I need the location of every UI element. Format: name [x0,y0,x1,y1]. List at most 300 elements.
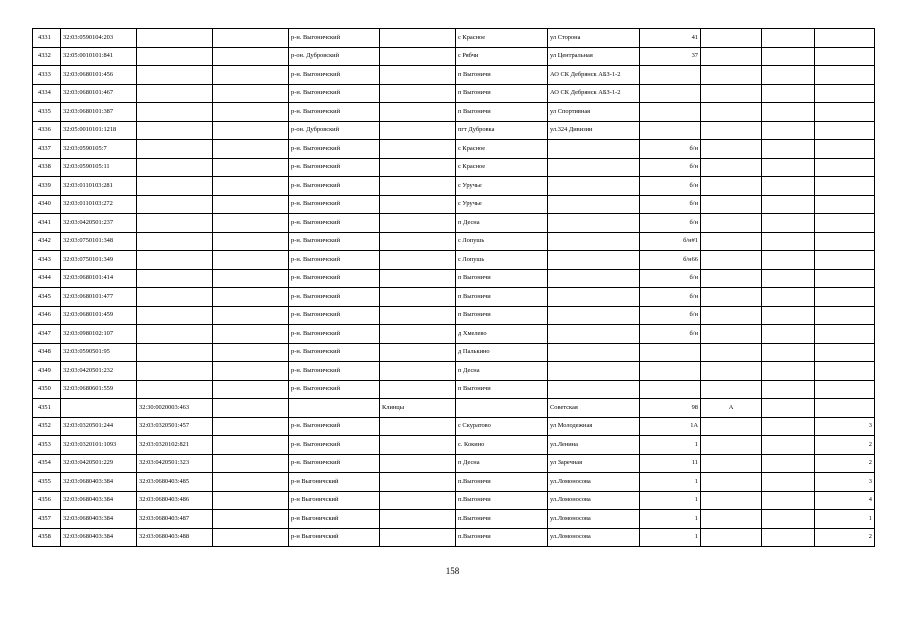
street-cell: ул Центральная [548,47,640,66]
cadastral-number-cell: 32:03:0680101:459 [61,306,137,325]
cadastral-number-cell: 32:03:0980102:107 [61,325,137,344]
block-cell [762,47,815,66]
district-cell: р-н. Выгоничский [289,177,380,196]
locality-cell: п Выгоничи [456,103,548,122]
locality-cell: пгт Дубровка [456,121,548,140]
street-cell: ул.Ленина [548,436,640,455]
city-cell [380,140,456,159]
block-cell [762,84,815,103]
building-cadastral-number-cell [137,232,213,251]
district-cell: р-н. Выгоничский [289,29,380,48]
table-row [33,269,875,288]
building-cell [701,84,762,103]
extra-cadastral-cell [213,325,289,344]
extra-cadastral-cell [213,454,289,473]
cadastral-number-cell: 32:03:0680101:387 [61,103,137,122]
row-number-cell: 4353 [33,436,61,455]
cadastral-number-cell: 32:03:0590104:203 [61,29,137,48]
row-number-cell: 4357 [33,510,61,529]
city-cell [380,491,456,510]
building-cadastral-number-cell [137,380,213,399]
cadastral-number-cell: 32:05:0010101:1218 [61,121,137,140]
extra-cadastral-cell [213,140,289,159]
table-row [33,473,875,492]
city-cell [380,251,456,270]
house-number-cell [640,362,701,381]
block-cell [762,269,815,288]
house-number-cell: 1 [640,473,701,492]
apartment-cell [815,399,875,418]
house-number-cell: 1А [640,417,701,436]
table-row [33,214,875,233]
street-cell [548,306,640,325]
street-cell [548,232,640,251]
block-cell [762,436,815,455]
apartment-cell: 3 [815,473,875,492]
city-cell [380,269,456,288]
building-cell [701,454,762,473]
district-cell: р-н. Выгоничский [289,306,380,325]
extra-cadastral-cell [213,436,289,455]
district-cell [289,399,380,418]
apartment-cell [815,140,875,159]
house-number-cell: б/н [640,325,701,344]
block-cell [762,288,815,307]
city-cell [380,29,456,48]
building-cell [701,417,762,436]
district-cell: р-н. Выгоничский [289,66,380,85]
district-cell: р-н Выгоничский [289,473,380,492]
building-cadastral-number-cell [137,103,213,122]
table-row [33,195,875,214]
building-cell [701,528,762,547]
building-cadastral-number-cell [137,288,213,307]
block-cell [762,510,815,529]
apartment-cell [815,47,875,66]
block-cell [762,325,815,344]
building-cadastral-number-cell: 32:03:0420501:323 [137,454,213,473]
row-number-cell: 4354 [33,454,61,473]
apartment-cell: 3 [815,417,875,436]
house-number-cell: 1 [640,436,701,455]
building-cadastral-number-cell: 32:03:0320102:821 [137,436,213,455]
building-cell [701,306,762,325]
row-number-cell: 4350 [33,380,61,399]
building-cell [701,103,762,122]
table-row [33,399,875,418]
table-row [33,528,875,547]
house-number-cell: б/н [640,214,701,233]
apartment-cell [815,306,875,325]
building-cell [701,362,762,381]
block-cell [762,454,815,473]
building-cadastral-number-cell: 32:03:0680403:486 [137,491,213,510]
district-cell: р-он. Дубровский [289,47,380,66]
house-number-cell [640,380,701,399]
locality-cell: п Выгоничи [456,84,548,103]
building-cell [701,343,762,362]
table-row [33,417,875,436]
street-cell: АО СК Дебрянск АБЗ-1-2 [548,84,640,103]
row-number-cell: 4338 [33,158,61,177]
street-cell [548,362,640,381]
building-cell [701,473,762,492]
extra-cadastral-cell [213,47,289,66]
cadastral-number-cell: 32:03:0420501:232 [61,362,137,381]
locality-cell: с Лопушь [456,232,548,251]
city-cell: Клинцы [380,399,456,418]
extra-cadastral-cell [213,251,289,270]
street-cell: ул.Ломоносова [548,510,640,529]
street-cell: ул.Ломоносова [548,528,640,547]
block-cell [762,417,815,436]
city-cell [380,325,456,344]
building-cell [701,140,762,159]
row-number-cell: 4331 [33,29,61,48]
block-cell [762,66,815,85]
table-row [33,47,875,66]
house-number-cell [640,66,701,85]
table-row [33,288,875,307]
apartment-cell [815,232,875,251]
locality-cell: с Лопушь [456,251,548,270]
locality-cell: п.Выгоничи [456,473,548,492]
apartment-cell: 4 [815,491,875,510]
city-cell [380,214,456,233]
street-cell [548,380,640,399]
row-number-cell: 4337 [33,140,61,159]
row-number-cell: 4348 [33,343,61,362]
street-cell [548,158,640,177]
city-cell [380,436,456,455]
apartment-cell [815,158,875,177]
house-number-cell: 1 [640,528,701,547]
cadastral-number-cell: 32:03:0680101:456 [61,66,137,85]
apartment-cell [815,325,875,344]
cadastral-number-cell: 32:03:0680601:559 [61,380,137,399]
table-row [33,103,875,122]
cadastral-number-cell: 32:03:0680403:384 [61,528,137,547]
table-row [33,251,875,270]
building-cadastral-number-cell: 32:03:0680403:487 [137,510,213,529]
building-cell [701,66,762,85]
row-number-cell: 4333 [33,66,61,85]
district-cell: р-н. Выгоничский [289,103,380,122]
extra-cadastral-cell [213,399,289,418]
extra-cadastral-cell [213,491,289,510]
house-number-cell [640,121,701,140]
building-cadastral-number-cell: 32:03:0680403:488 [137,528,213,547]
city-cell [380,306,456,325]
cadastral-number-cell: 32:03:0590105:7 [61,140,137,159]
locality-cell: п Выгоничи [456,306,548,325]
street-cell: АО СК Дебрянск АБЗ-1-2 [548,66,640,85]
apartment-cell [815,121,875,140]
table-row [33,158,875,177]
locality-cell: п Десна [456,214,548,233]
table-row [33,362,875,381]
district-cell: р-н. Выгоничский [289,380,380,399]
apartment-cell [815,103,875,122]
house-number-cell [640,343,701,362]
building-cadastral-number-cell [137,325,213,344]
house-number-cell: б/н [640,177,701,196]
locality-cell: п Выгоничи [456,66,548,85]
table-row [33,84,875,103]
city-cell [380,362,456,381]
row-number-cell: 4352 [33,417,61,436]
apartment-cell [815,380,875,399]
apartment-cell [815,251,875,270]
row-number-cell: 4332 [33,47,61,66]
table-row [33,232,875,251]
district-cell: р-н. Выгоничский [289,140,380,159]
street-cell [548,214,640,233]
locality-cell: п Десна [456,362,548,381]
district-cell: р-н. Выгоничский [289,269,380,288]
street-cell: ул Молодежная [548,417,640,436]
registry-table [32,28,875,547]
building-cadastral-number-cell: 32:03:0320501:457 [137,417,213,436]
building-cell [701,195,762,214]
block-cell [762,491,815,510]
row-number-cell: 4335 [33,103,61,122]
locality-cell: п.Выгоничи [456,510,548,529]
city-cell [380,473,456,492]
house-number-cell: 1 [640,510,701,529]
row-number-cell: 4356 [33,491,61,510]
row-number-cell: 4343 [33,251,61,270]
city-cell [380,103,456,122]
locality-cell: с Красное [456,158,548,177]
building-cell [701,491,762,510]
house-number-cell: б/н [640,195,701,214]
extra-cadastral-cell [213,362,289,381]
block-cell [762,103,815,122]
building-cell [701,47,762,66]
building-cadastral-number-cell [137,29,213,48]
block-cell [762,232,815,251]
district-cell: р-н. Выгоничский [289,343,380,362]
city-cell [380,121,456,140]
row-number-cell: 4349 [33,362,61,381]
street-cell [548,251,640,270]
street-cell: ул.Ломоносова [548,491,640,510]
table-row [33,29,875,48]
city-cell [380,417,456,436]
building-cadastral-number-cell [137,158,213,177]
cadastral-number-cell: 32:03:0110103:272 [61,195,137,214]
extra-cadastral-cell [213,214,289,233]
street-cell [548,195,640,214]
city-cell [380,510,456,529]
extra-cadastral-cell [213,510,289,529]
building-cell [701,325,762,344]
extra-cadastral-cell [213,232,289,251]
building-cadastral-number-cell [137,214,213,233]
locality-cell: с Рябчи [456,47,548,66]
building-cell [701,121,762,140]
table-row [33,306,875,325]
extra-cadastral-cell [213,417,289,436]
city-cell [380,195,456,214]
street-cell [548,140,640,159]
street-cell: ул.324 Дивизии [548,121,640,140]
cadastral-number-cell: 32:03:0680403:384 [61,510,137,529]
table-row [33,140,875,159]
building-cell [701,436,762,455]
registry-table-body [33,29,875,547]
locality-cell: д Хмелево [456,325,548,344]
cadastral-number-cell: 32:05:0010101:841 [61,47,137,66]
locality-cell: п Десна [456,454,548,473]
district-cell: р-он. Дубровский [289,121,380,140]
district-cell: р-н. Выгоничский [289,454,380,473]
block-cell [762,528,815,547]
house-number-cell [640,103,701,122]
building-cadastral-number-cell [137,84,213,103]
street-cell: ул Сторона [548,29,640,48]
street-cell: Советская [548,399,640,418]
extra-cadastral-cell [213,269,289,288]
extra-cadastral-cell [213,195,289,214]
block-cell [762,251,815,270]
extra-cadastral-cell [213,288,289,307]
locality-cell: п Выгоничи [456,288,548,307]
extra-cadastral-cell [213,29,289,48]
locality-cell: д Палькино [456,343,548,362]
house-number-cell: 1 [640,491,701,510]
apartment-cell [815,177,875,196]
block-cell [762,121,815,140]
street-cell: ул.Ломоносова [548,473,640,492]
apartment-cell: 1 [815,510,875,529]
extra-cadastral-cell [213,343,289,362]
locality-cell: с Красное [456,140,548,159]
cadastral-number-cell: 32:03:0680403:384 [61,491,137,510]
cadastral-number-cell: 32:03:0680101:467 [61,84,137,103]
block-cell [762,306,815,325]
cadastral-number-cell: 32:03:0320501:244 [61,417,137,436]
cadastral-number-cell: 32:03:0680403:384 [61,473,137,492]
building-cell [701,158,762,177]
building-cadastral-number-cell [137,306,213,325]
house-number-cell: 41 [640,29,701,48]
block-cell [762,140,815,159]
locality-cell: п.Выгоничи [456,528,548,547]
extra-cadastral-cell [213,84,289,103]
block-cell [762,473,815,492]
house-number-cell: б/н [640,140,701,159]
extra-cadastral-cell [213,306,289,325]
apartment-cell: 2 [815,454,875,473]
district-cell: р-н. Выгоничский [289,158,380,177]
table-row [33,491,875,510]
building-cell [701,29,762,48]
district-cell: р-н. Выгоничский [289,232,380,251]
district-cell: р-н Выгоничский [289,528,380,547]
house-number-cell: б/н [640,306,701,325]
city-cell [380,66,456,85]
building-cell [701,177,762,196]
locality-cell: п.Выгоничи [456,491,548,510]
cadastral-number-cell: 32:03:0420501:229 [61,454,137,473]
locality-cell: с Красное [456,29,548,48]
building-cell [701,269,762,288]
block-cell [762,158,815,177]
building-cell [701,214,762,233]
street-cell: ул Заречная [548,454,640,473]
row-number-cell: 4344 [33,269,61,288]
row-number-cell: 4336 [33,121,61,140]
building-cell: А [701,399,762,418]
house-number-cell: 98 [640,399,701,418]
cadastral-number-cell [61,399,137,418]
table-row [33,380,875,399]
building-cadastral-number-cell: 32:03:0680403:485 [137,473,213,492]
street-cell: ул Спортивная [548,103,640,122]
district-cell: р-н Выгоничский [289,491,380,510]
apartment-cell: 2 [815,436,875,455]
table-row [33,177,875,196]
street-cell [548,288,640,307]
building-cadastral-number-cell [137,177,213,196]
row-number-cell: 4339 [33,177,61,196]
extra-cadastral-cell [213,121,289,140]
house-number-cell: б/н [640,269,701,288]
cadastral-number-cell: 32:03:0110103:281 [61,177,137,196]
house-number-cell: 11 [640,454,701,473]
city-cell [380,177,456,196]
building-cadastral-number-cell [137,269,213,288]
district-cell: р-н. Выгоничский [289,251,380,270]
house-number-cell: 37 [640,47,701,66]
block-cell [762,177,815,196]
apartment-cell [815,269,875,288]
table-row [33,121,875,140]
extra-cadastral-cell [213,103,289,122]
block-cell [762,195,815,214]
house-number-cell: б/н66 [640,251,701,270]
cadastral-number-cell: 32:03:0590105:11 [61,158,137,177]
house-number-cell: б/н [640,158,701,177]
building-cadastral-number-cell [137,195,213,214]
row-number-cell: 4347 [33,325,61,344]
district-cell: р-н. Выгоничский [289,288,380,307]
extra-cadastral-cell [213,528,289,547]
extra-cadastral-cell [213,177,289,196]
extra-cadastral-cell [213,380,289,399]
building-cadastral-number-cell: 32:30:0020003:463 [137,399,213,418]
district-cell: р-н. Выгоничский [289,362,380,381]
block-cell [762,343,815,362]
table-row [33,454,875,473]
page-number: 158 [445,566,460,576]
building-cadastral-number-cell [137,251,213,270]
district-cell: р-н. Выгоничский [289,325,380,344]
apartment-cell [815,343,875,362]
locality-cell: п Выгоничи [456,380,548,399]
city-cell [380,380,456,399]
district-cell: р-н. Выгоничский [289,195,380,214]
building-cadastral-number-cell [137,121,213,140]
building-cell [701,288,762,307]
apartment-cell [815,84,875,103]
cadastral-number-cell: 32:03:0420501:237 [61,214,137,233]
city-cell [380,47,456,66]
street-cell [548,269,640,288]
city-cell [380,84,456,103]
